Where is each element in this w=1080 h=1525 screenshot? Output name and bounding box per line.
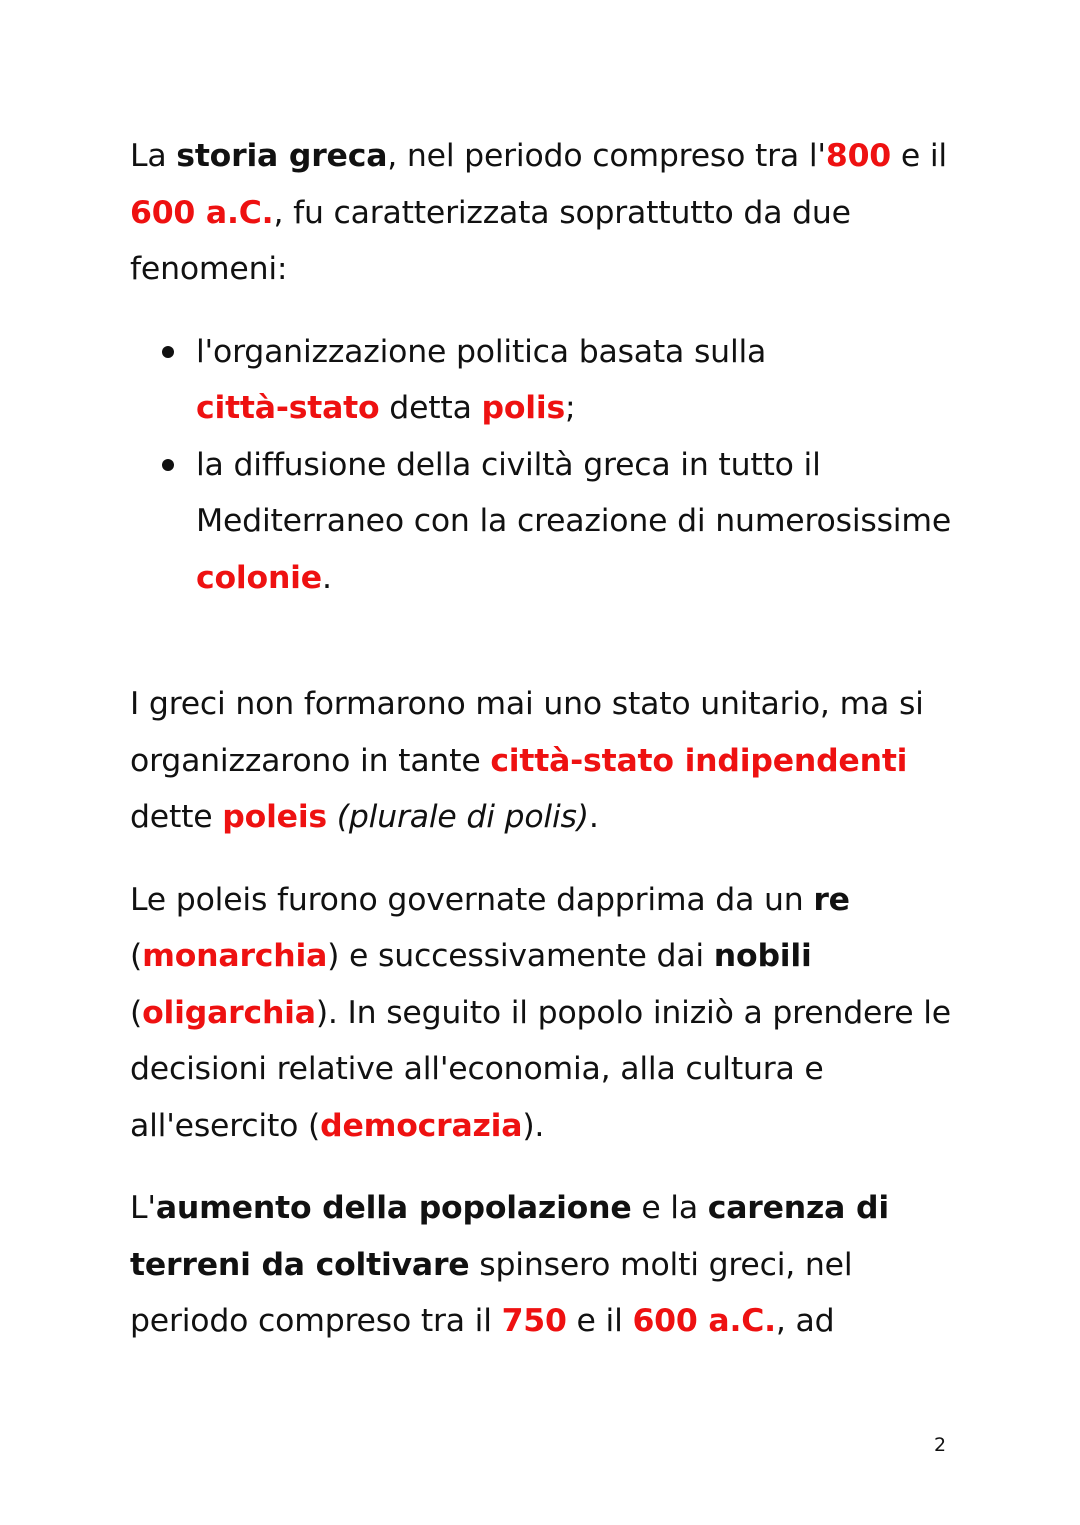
text-run: I greci non formarono mai uno stato unitario, ma si organizzarono in tante	[130, 686, 924, 779]
bold-term-nobili: nobili	[713, 938, 812, 974]
text-run: (	[130, 938, 143, 974]
text-run: Le poleis furono governate dapprima da un	[130, 881, 814, 918]
bold-term-carenza-terreni: carenza di terreni da coltivare	[130, 1190, 889, 1283]
bold-term-aumento-popolazione: aumento della popolazione	[155, 1190, 632, 1226]
paragraph-government	[130, 872, 960, 1155]
bold-term-re: re	[813, 881, 850, 918]
text-run: detta	[379, 390, 482, 426]
text-run: spinsero molti greci, nel periodo compreso tra il	[130, 1246, 853, 1339]
highlight-800: 800	[825, 138, 892, 174]
text-run: ) e successivamente dai	[327, 938, 714, 974]
page-number: 2	[934, 1434, 947, 1456]
text-run: la diffusione della civiltà greca in tutto il Mediterraneo con la creazione di numerosissime	[196, 446, 952, 539]
text-run: .	[321, 559, 332, 596]
paragraph-colonization	[130, 1180, 960, 1350]
italic-note: (plurale di polis)	[326, 799, 589, 835]
highlight-poleis: poleis	[222, 799, 327, 835]
text-run: ).	[522, 1107, 545, 1144]
highlight-oligarchia: oligarchia	[142, 994, 316, 1031]
text-run: , nel periodo compreso tra l'	[387, 138, 826, 174]
paragraph-intro	[130, 128, 960, 298]
highlight-polis: polis	[481, 390, 566, 426]
text-run: (	[130, 994, 143, 1031]
text-run: e il	[891, 138, 947, 174]
highlight-750: 750	[501, 1303, 567, 1339]
highlight-colonie: colonie	[196, 559, 322, 596]
highlight-600-ac: 600 a.C.	[130, 194, 274, 231]
text-run: l'organizzazione politica basata sulla	[196, 333, 767, 370]
highlight-monarchia: monarchia	[142, 938, 328, 974]
text-run: La	[130, 138, 177, 174]
list-item	[196, 437, 960, 607]
text-run: , fu caratterizzata soprattutto da due fenomeni:	[130, 194, 851, 287]
bullet-dot-icon	[162, 459, 174, 471]
text-run: ). In seguito il popolo iniziò a prendere le decisioni relative all'economia, alla cultura e all'esercito (	[130, 994, 951, 1144]
bullet-list	[130, 324, 960, 607]
list-item	[196, 324, 960, 437]
text-run: .	[588, 799, 599, 835]
highlight-citta-stato: città-stato	[196, 390, 380, 426]
highlight-democrazia: democrazia	[320, 1107, 523, 1144]
text-run: dette	[130, 799, 223, 835]
text-run: e la	[631, 1190, 708, 1226]
text-run: ;	[565, 390, 576, 426]
highlight-600-ac-second: 600 a.C.	[632, 1303, 776, 1339]
text-run: , ad	[775, 1303, 835, 1339]
document-page	[130, 128, 960, 1350]
text-run: e il	[566, 1303, 633, 1339]
bold-term-storia-greca: storia greca	[176, 138, 388, 174]
paragraph-poleis	[130, 676, 960, 846]
highlight-citta-stato-indipendenti: città-stato indipendenti	[490, 742, 908, 779]
bullet-dot-icon	[162, 346, 174, 358]
text-run: L'	[130, 1190, 156, 1226]
